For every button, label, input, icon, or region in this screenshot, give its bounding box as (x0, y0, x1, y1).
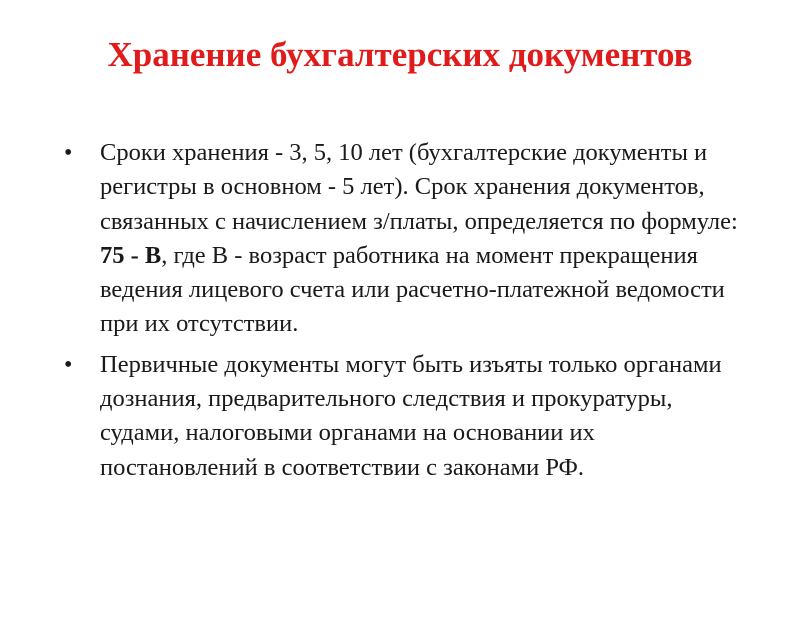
bullet-item-primary-documents (62, 348, 752, 485)
slide-title: Хранение бухгалтерских документов (107, 35, 693, 74)
bullet-icon: • (64, 351, 73, 378)
bullet-text: Первичные документы могут быть изъяты только органами дознания, предварительного следствия и прокуратуры, судами, налоговыми органами на основании их постановлений в соответствии с законами РФ. (100, 350, 722, 481)
bullet-icon: • (64, 140, 73, 166)
bullet-text-before: Сроки хранения - 3, 5, 10 лет (бухгалтерские документы и регистры в основном - 5 лет). Срок хранения документов, связанных с начислением з/платы, определяется по формуле: (100, 139, 738, 235)
bullet-text-after: , где В - возраст работника на момент прекращения ведения лицевого счета или расчетно-платежной ведомости при их отсутствии. (100, 241, 725, 338)
bullet-item-storage-periods (62, 136, 752, 342)
formula: 75 - В (100, 241, 162, 269)
bullet-list (62, 136, 752, 485)
